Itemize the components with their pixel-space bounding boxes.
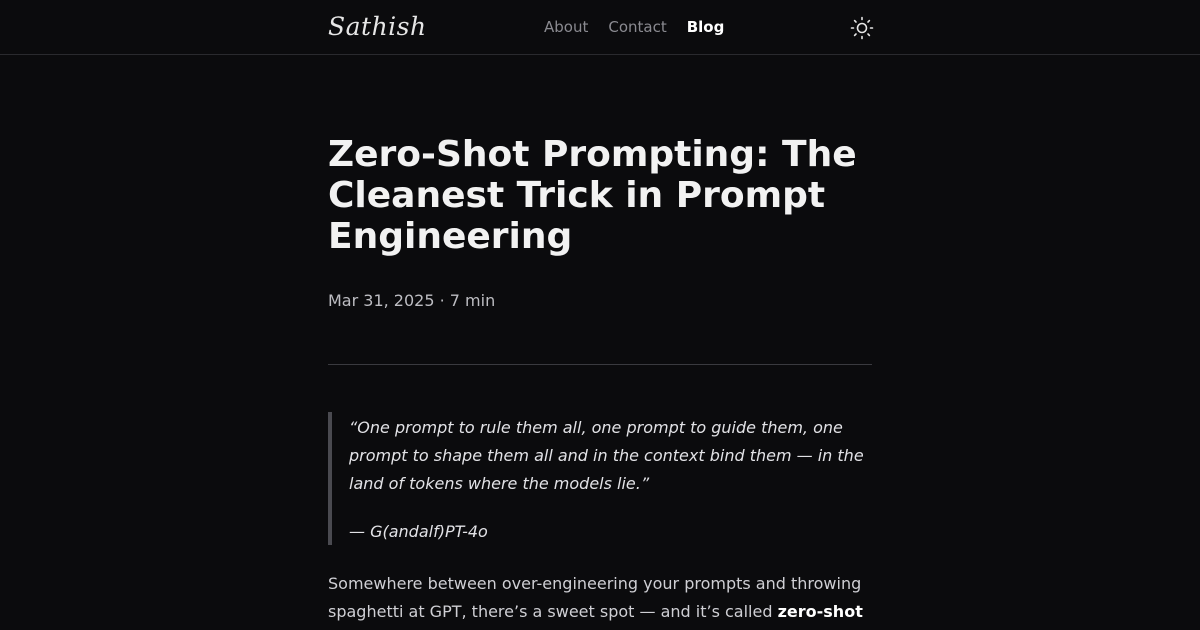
- blockquote: [328, 412, 872, 545]
- nav-contact-link[interactable]: Contact: [608, 18, 667, 36]
- nav-about-link[interactable]: About: [544, 18, 589, 36]
- quote-attribution: — G(andalf)PT-4o: [349, 522, 488, 541]
- site-logo[interactable]: Sathish: [328, 12, 427, 41]
- body-paragraph: [328, 570, 872, 626]
- site-header: [0, 0, 1200, 55]
- paragraph-bold-text: zero-shot: [777, 602, 863, 621]
- post-title: Zero-Shot Prompting: The Cleanest Trick in Prompt Engineering: [328, 134, 857, 257]
- paragraph-text: Somewhere between over-engineering your prompts and throwing spaghetti at GPT, there’s a sweet spot — and it’s called: [328, 574, 862, 621]
- divider: [328, 364, 872, 365]
- theme-toggle-button[interactable]: [850, 16, 874, 40]
- main-nav: [544, 18, 724, 36]
- sun-icon: [850, 16, 874, 40]
- nav-blog-link[interactable]: Blog: [686, 18, 725, 36]
- post-meta: Mar 31, 2025 · 7 min: [328, 291, 496, 310]
- quote-text: “One prompt to rule them all, one prompt to guide them, one prompt to shape them all and in the context bind them — in the land of tokens where the models lie.”: [349, 418, 864, 493]
